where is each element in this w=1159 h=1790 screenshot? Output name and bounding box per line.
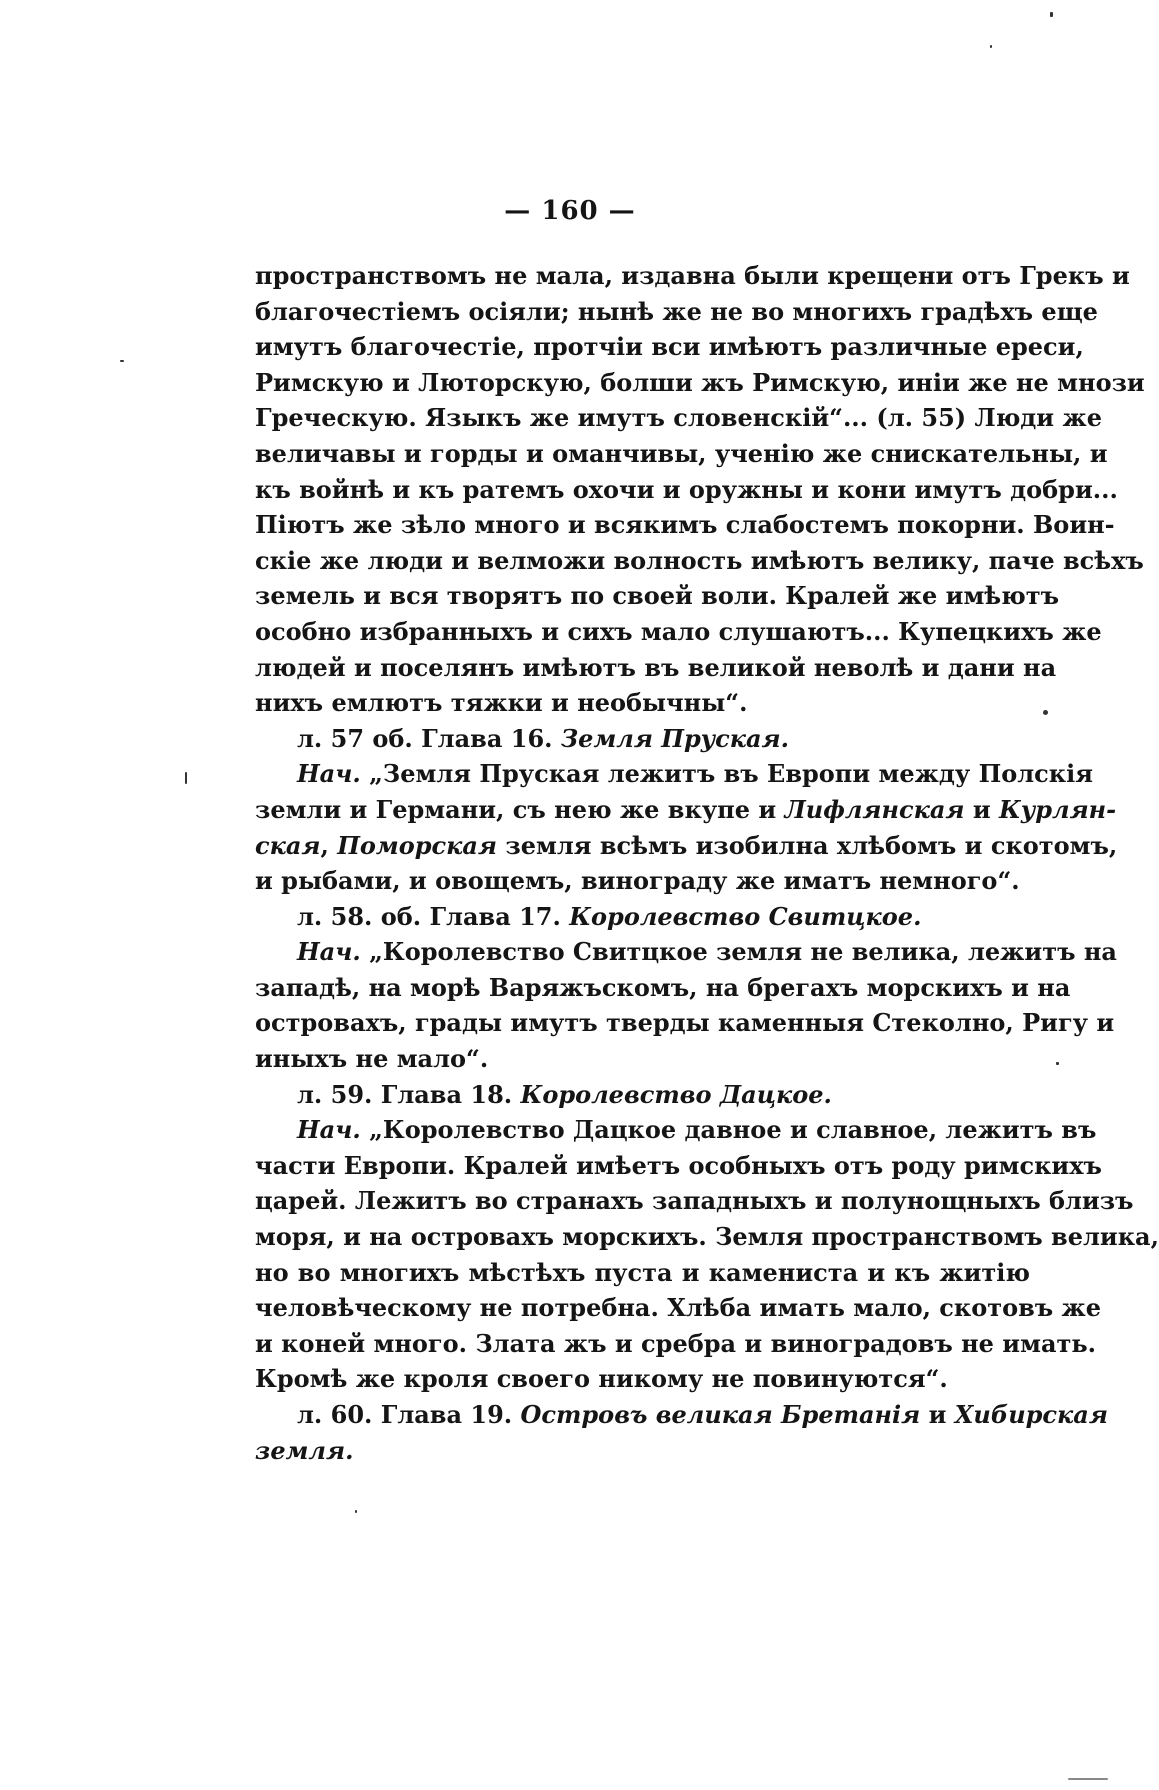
text-line: скіе же люди и велможи волность имѣютъ велику, паче всѣхъ [255,545,1144,575]
text-line: Піютъ же зѣло много и всякимъ слабостемъ покорни. Воин- [255,510,1115,540]
text-line: имутъ благочестіе, протчіи вси имѣютъ различные ереси, [255,332,1084,362]
chapter-heading: л. 57 об. Глава 16. Земля Пруская. [297,723,789,753]
text-line: Греческую. Языкъ же имутъ словенскій“... (л. 55) Люди же [255,403,1102,433]
text-line: благочестіемъ осіяли; нынѣ же не во многихъ градѣхъ еще [255,296,1098,326]
text-line: иныхъ не мало“. [255,1044,489,1074]
text-line: пространствомъ не мала, издавна были крещени отъ Грекъ и [255,261,1130,290]
text-line: и рыбами, и овощемъ, винограду же иматъ немного“. [255,866,1020,896]
chapter-heading: л. 58. об. Глава 17. Королевство Свитцкое. [297,901,922,931]
text-line: и коней много. Злата жъ и сребра и виноградовъ не имать. [255,1328,1097,1358]
text-line: земли и Германи, съ нею же вкупе и Лифлянская и Курлян- [255,794,1117,824]
scan-speck [1068,1778,1108,1780]
text-line: Римскую и Люторскую, болши жъ Римскую, иніи же не мнози [255,367,1145,397]
scan-speck [1056,1062,1059,1065]
text-line: Нач. „Земля Пруская лежитъ въ Европи между Полскія [297,759,1093,789]
page-number: — 160 — [504,196,636,226]
text-line: величавы и горды и оманчивы, ученію же снискательны, и [255,438,1108,468]
scan-speck [990,45,992,48]
text-line: земля. [255,1435,354,1465]
text-line: западѣ, на морѣ Варяжъскомъ, на брегахъ морскихъ и на [255,972,1071,1002]
scan-speck [355,1510,357,1513]
scan-speck [1050,12,1053,17]
chapter-heading: л. 60. Глава 19. Островъ великая Бретанія и Хибирская [297,1400,1108,1429]
text-line: ская, Поморская земля всѣмъ изобилна хлѣбомъ и скотомъ, [255,830,1118,860]
text-line: особно избранныхъ и сихъ мало слушаютъ... Купецкихъ же [255,616,1102,646]
scan-speck [120,360,124,362]
text-line: земель и вся творятъ по своей воли. Кралей же имѣютъ [255,581,1060,611]
text-line: Нач. „Королевство Дацкое давное и славное, лежитъ въ [297,1115,1097,1145]
text-line: части Европи. Кралей имѣетъ особныхъ отъ роду римскихъ [255,1150,1102,1180]
text-line: Нач. „Королевство Свитцкое земля не велика, лежитъ на [297,937,1117,967]
text-line: но во многихъ мѣстѣхъ пуста и камениста и къ житію [255,1257,1030,1287]
text-line: человѣческому не потребна. Хлѣба имать мало, скотовъ же [255,1293,1102,1323]
scan-speck [1043,710,1048,715]
body-text [255,258,1159,1468]
text-line: моря, и на островахъ морскихъ. Земля пространствомъ велика, [255,1222,1159,1252]
scan-speck [185,772,187,784]
text-line: островахъ, грады имутъ тверды каменныя Стеколно, Ригу и [255,1008,1115,1038]
text-line: Кромѣ же кроля своего никому не повинуются“. [255,1364,948,1394]
chapter-heading: л. 59. Глава 18. Королевство Дацкое. [297,1079,832,1109]
text-line: людей и поселянъ имѣютъ въ великой неволѣ и дани на [255,652,1057,682]
text-line: нихъ емлютъ тяжки и необычны“. [255,688,748,718]
text-line: царей. Лежитъ во странахъ западныхъ и полунощныхъ близъ [255,1186,1134,1216]
text-line: къ войнѣ и къ ратемъ охочи и оружны и кони имутъ добри... [255,474,1118,504]
